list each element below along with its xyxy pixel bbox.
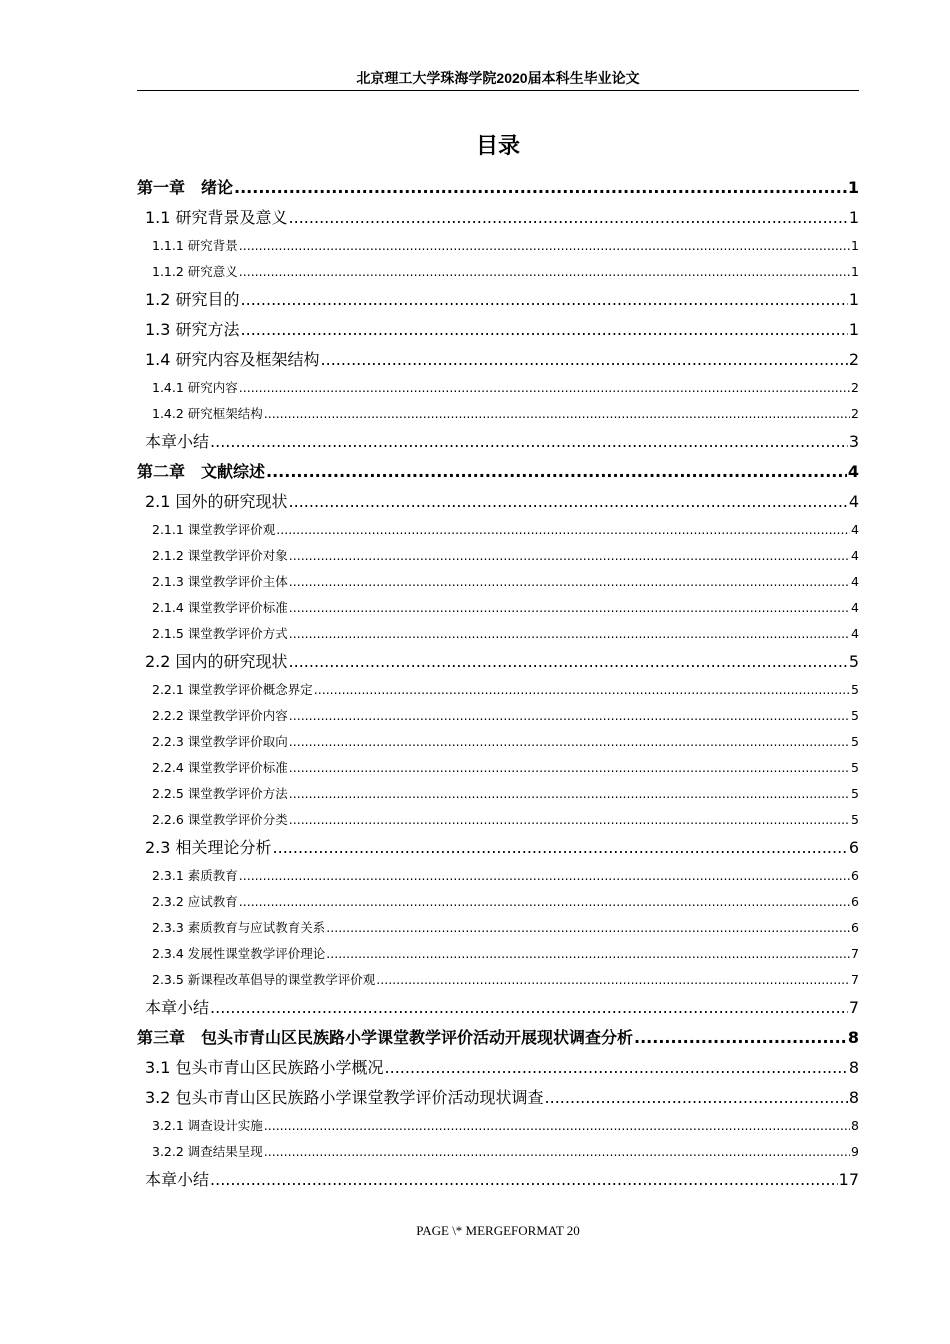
- toc-entry-page-number: 4: [851, 574, 859, 589]
- toc-entry[interactable]: [137, 621, 859, 647]
- toc-entry-page-number: 5: [851, 760, 859, 775]
- toc-entry[interactable]: [137, 1053, 859, 1083]
- dot-leader: [210, 993, 848, 1023]
- toc-entry-page-number: 4: [848, 492, 859, 511]
- toc-entry[interactable]: [137, 677, 859, 703]
- toc-entry-label: 2.3.3 素质教育与应试教育关系: [152, 920, 326, 935]
- dot-leader: [239, 889, 850, 915]
- toc-entry[interactable]: [137, 203, 859, 233]
- toc-entry[interactable]: [137, 993, 859, 1023]
- toc-entry[interactable]: [137, 401, 859, 427]
- toc-entry-page-number: 7: [848, 998, 859, 1017]
- toc-entry-page-number: 6: [851, 894, 859, 909]
- toc-entry-page-number: 4: [851, 600, 859, 615]
- toc-entry-page-number: 5: [848, 652, 859, 671]
- toc-entry-label: 2.1.4 课堂教学评价标准: [152, 600, 288, 615]
- toc-entry-page-number: 4: [851, 626, 859, 641]
- toc-entry-label: 2.3.5 新课程改革倡导的课堂教学评价观: [152, 972, 376, 987]
- toc-entry-page-number: 5: [851, 734, 859, 749]
- toc-entry-page-number: 1: [847, 178, 859, 197]
- toc-entry-page-number: 5: [851, 812, 859, 827]
- toc-entry-label: 第一章 绪论: [137, 178, 234, 197]
- toc-entry[interactable]: [137, 1139, 859, 1165]
- toc-entry-label: 1.3 研究方法: [145, 320, 240, 339]
- toc-title: 目录: [475, 134, 520, 159]
- dot-leader: [289, 487, 848, 517]
- toc-entry-label: 2.1 国外的研究现状: [145, 492, 288, 511]
- dot-leader: [239, 259, 850, 285]
- toc-entry[interactable]: [137, 259, 859, 285]
- toc-entry[interactable]: [137, 729, 859, 755]
- dot-leader: [266, 457, 847, 487]
- toc-entry-page-number: 8: [847, 1028, 859, 1047]
- toc-entry-label: 2.2.5 课堂教学评价方法: [152, 786, 288, 801]
- toc-entry-label: 3.2.2 调查结果呈现: [152, 1144, 263, 1159]
- page-footer-field: PAGE \* MERGEFORMAT 20: [416, 1223, 580, 1238]
- dot-leader: [385, 1053, 848, 1083]
- dot-leader: [545, 1083, 848, 1113]
- toc-entry[interactable]: [137, 315, 859, 345]
- toc-entry[interactable]: [137, 863, 859, 889]
- dot-leader: [239, 863, 850, 889]
- toc-entry-page-number: 3: [848, 432, 859, 451]
- toc-entry[interactable]: [137, 375, 859, 401]
- toc-entry-page-number: 6: [848, 838, 859, 857]
- dot-leader: [326, 941, 850, 967]
- toc-entry-label: 2.2.3 课堂教学评价取向: [152, 734, 288, 749]
- toc-entry-label: 1.1.1 研究背景: [152, 238, 238, 253]
- toc-entry-page-number: 1: [848, 208, 859, 227]
- toc-entry[interactable]: [137, 569, 859, 595]
- dot-leader: [326, 915, 850, 941]
- dot-leader: [264, 401, 850, 427]
- toc-entry-page-number: 1: [851, 264, 859, 279]
- toc-entry[interactable]: [137, 595, 859, 621]
- toc-entry[interactable]: [137, 1083, 859, 1113]
- toc-entry[interactable]: [137, 427, 859, 457]
- toc-entry-page-number: 6: [851, 868, 859, 883]
- toc-entry-label: 2.1.3 课堂教学评价主体: [152, 574, 288, 589]
- dot-leader: [289, 729, 850, 755]
- toc-entry[interactable]: [137, 1113, 859, 1139]
- toc-entry-label: 本章小结: [145, 998, 210, 1017]
- dot-leader: [289, 569, 850, 595]
- toc-entry[interactable]: [137, 647, 859, 677]
- dot-leader: [241, 315, 848, 345]
- header-divider: [137, 90, 859, 91]
- toc-entry-page-number: 7: [851, 946, 859, 961]
- toc-entry-page-number: 1: [848, 320, 859, 339]
- toc-entry-page-number: 2: [848, 350, 859, 369]
- dot-leader: [289, 621, 850, 647]
- toc-entry-page-number: 1: [851, 238, 859, 253]
- toc-entry-label: 1.4.2 研究框架结构: [152, 406, 263, 421]
- dot-leader: [289, 807, 850, 833]
- toc-entry-label: 3.2.1 调查设计实施: [152, 1118, 263, 1133]
- dot-leader: [241, 285, 848, 315]
- toc-entry[interactable]: [137, 233, 859, 259]
- dot-leader: [234, 173, 847, 203]
- toc-entry[interactable]: [137, 1023, 859, 1053]
- toc-entry-page-number: 4: [851, 548, 859, 563]
- toc-entry-label: 1.1.2 研究意义: [152, 264, 238, 279]
- toc-entry[interactable]: [137, 915, 859, 941]
- toc-entry[interactable]: [137, 457, 859, 487]
- dot-leader: [239, 233, 850, 259]
- toc-entry-page-number: 4: [847, 462, 859, 481]
- toc-entry-label: 2.2 国内的研究现状: [145, 652, 288, 671]
- toc-entry-page-number: 2: [851, 380, 859, 395]
- toc-entry-page-number: 6: [851, 920, 859, 935]
- toc-entry-page-number: 8: [851, 1118, 859, 1133]
- toc-entry-label: 1.4 研究内容及框架结构: [145, 350, 320, 369]
- toc-entry-page-number: 5: [851, 786, 859, 801]
- toc-entry-label: 2.3 相关理论分析: [145, 838, 272, 857]
- page-header: 北京理工大学珠海学院2020届本科生毕业论文: [356, 70, 640, 86]
- dot-leader: [289, 703, 850, 729]
- toc-entry-page-number: 7: [851, 972, 859, 987]
- dot-leader: [289, 647, 848, 677]
- toc-entry-label: 2.2.2 课堂教学评价内容: [152, 708, 288, 723]
- toc-entry-label: 2.3.1 素质教育: [152, 868, 238, 883]
- dot-leader: [289, 781, 850, 807]
- dot-leader: [264, 1139, 850, 1165]
- toc-entry[interactable]: [137, 967, 859, 993]
- toc-entry-page-number: 8: [848, 1058, 859, 1077]
- toc-entry-label: 1.1 研究背景及意义: [145, 208, 288, 227]
- toc-entry[interactable]: [137, 807, 859, 833]
- toc-entry-label: 2.3.2 应试教育: [152, 894, 238, 909]
- toc-entry-page-number: 4: [851, 522, 859, 537]
- dot-leader: [314, 677, 850, 703]
- toc-entry-label: 1.2 研究目的: [145, 290, 240, 309]
- dot-leader: [289, 595, 850, 621]
- toc-entry[interactable]: [137, 285, 859, 315]
- toc-entry[interactable]: [137, 173, 859, 203]
- toc-entry-label: 2.1.2 课堂教学评价对象: [152, 548, 288, 563]
- toc-entry-label: 3.2 包头市青山区民族路小学课堂教学评价活动现状调查: [145, 1088, 544, 1107]
- toc-entry-label: 2.3.4 发展性课堂教学评价理论: [152, 946, 326, 961]
- dot-leader: [239, 375, 850, 401]
- dot-leader: [289, 755, 850, 781]
- toc-entry[interactable]: [137, 941, 859, 967]
- toc-entry[interactable]: [137, 345, 859, 375]
- toc-entry-label: 第三章 包头市青山区民族路小学课堂教学评价活动开展现状调查分析: [137, 1028, 634, 1047]
- toc-entry-page-number: 9: [851, 1144, 859, 1159]
- toc-entry-label: 2.2.6 课堂教学评价分类: [152, 812, 288, 827]
- toc-entry[interactable]: [137, 889, 859, 915]
- toc-entry-label: 本章小结: [145, 1170, 210, 1189]
- dot-leader: [273, 833, 848, 863]
- toc-entry-page-number: 17: [838, 1170, 859, 1189]
- dot-leader: [210, 1165, 838, 1195]
- toc-entry[interactable]: [137, 755, 859, 781]
- toc-entry[interactable]: [137, 1165, 859, 1195]
- toc-entry[interactable]: [137, 833, 859, 863]
- toc-entry-label: 2.2.4 课堂教学评价标准: [152, 760, 288, 775]
- toc-entry-page-number: 1: [848, 290, 859, 309]
- toc-entry-label: 2.2.1 课堂教学评价概念界定: [152, 682, 313, 697]
- toc-entry-page-number: 2: [851, 406, 859, 421]
- dot-leader: [289, 543, 850, 569]
- toc-entry-page-number: 5: [851, 682, 859, 697]
- toc-entry[interactable]: [137, 517, 859, 543]
- toc-entry-label: 第二章 文献综述: [137, 462, 266, 481]
- dot-leader: [321, 345, 848, 375]
- dot-leader: [210, 427, 848, 457]
- toc-entry-page-number: 8: [848, 1088, 859, 1107]
- toc-entry-page-number: 5: [851, 708, 859, 723]
- dot-leader: [634, 1023, 847, 1053]
- toc-entry-label: 本章小结: [145, 432, 210, 451]
- toc-entry[interactable]: [137, 487, 859, 517]
- dot-leader: [264, 1113, 850, 1139]
- toc-entry[interactable]: [137, 781, 859, 807]
- dot-leader: [376, 967, 850, 993]
- toc-entry[interactable]: [137, 703, 859, 729]
- toc-entry-label: 2.1.1 课堂教学评价观: [152, 522, 276, 537]
- dot-leader: [276, 517, 850, 543]
- toc-entry-label: 2.1.5 课堂教学评价方式: [152, 626, 288, 641]
- toc-entry-label: 1.4.1 研究内容: [152, 380, 238, 395]
- table-of-contents: [137, 173, 859, 1195]
- toc-entry[interactable]: [137, 543, 859, 569]
- toc-entry-label: 3.1 包头市青山区民族路小学概况: [145, 1058, 384, 1077]
- dot-leader: [289, 203, 848, 233]
